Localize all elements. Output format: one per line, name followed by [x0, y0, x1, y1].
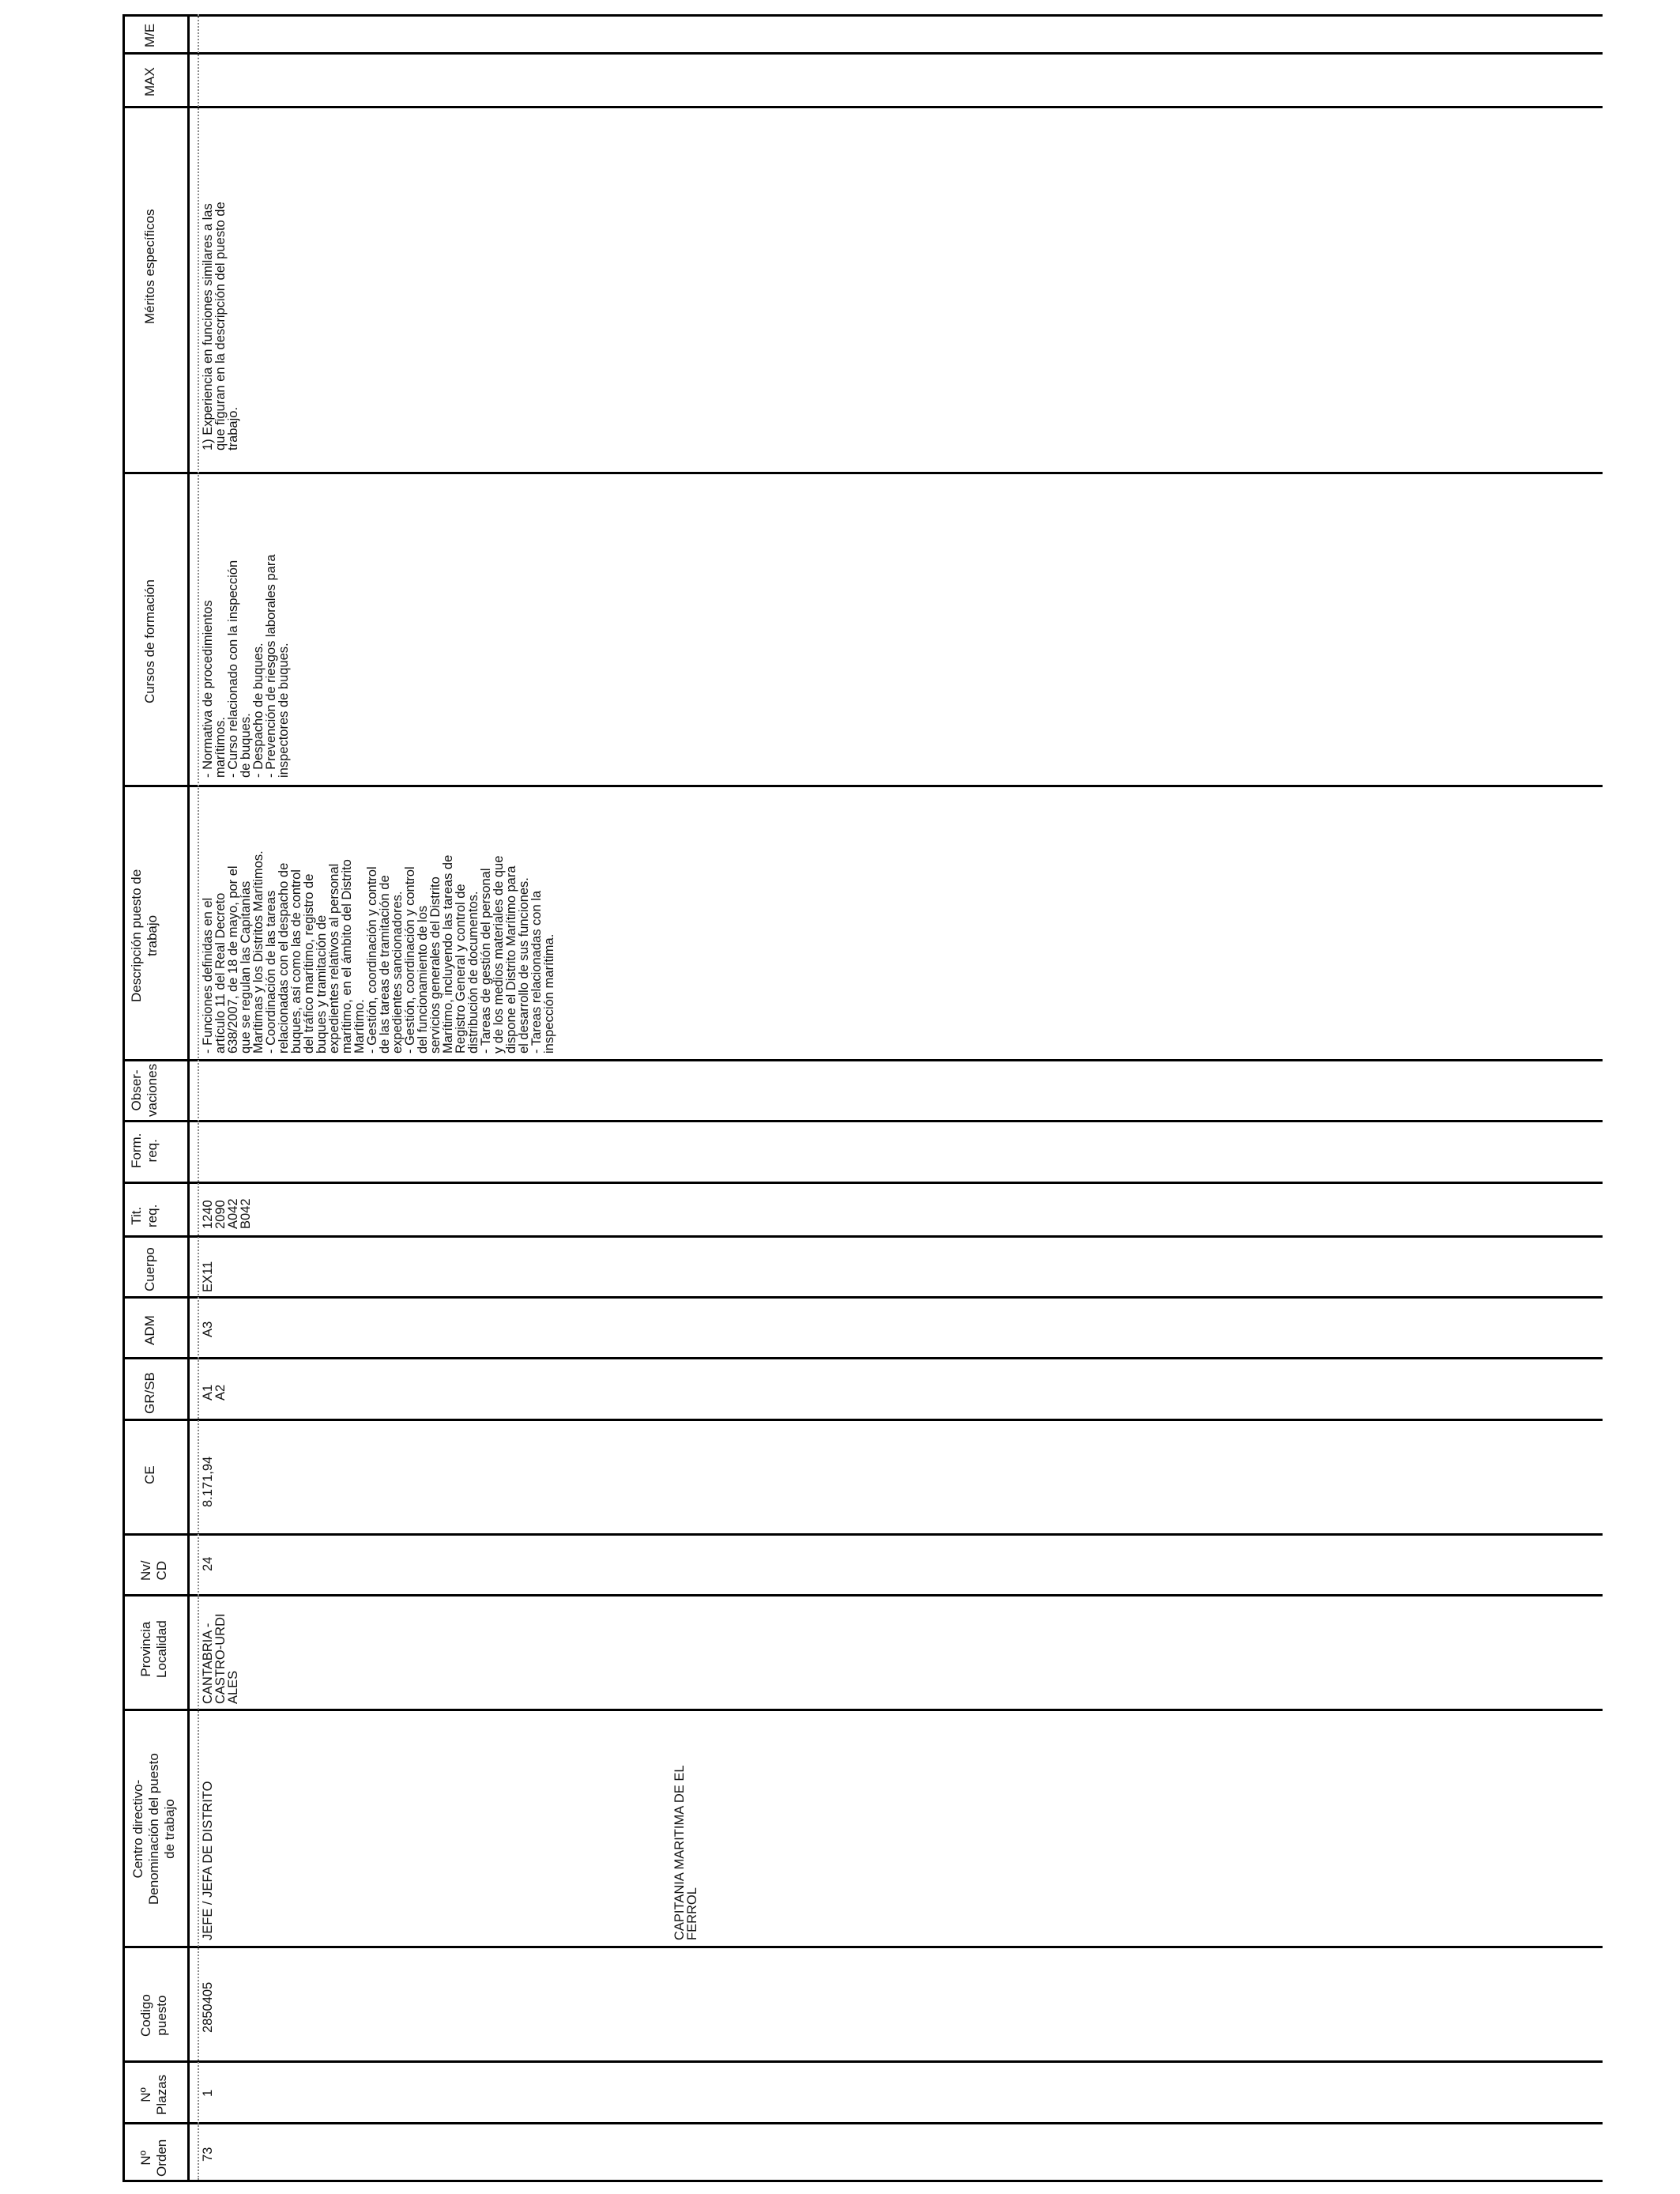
column-divider [122, 1296, 1603, 1299]
header-provincia: Provincia Localidad [138, 1620, 169, 1678]
header-grsb: GR/SB [142, 1372, 157, 1414]
column-divider [122, 1182, 1603, 1184]
cell-cuerpo: EX11 [201, 1261, 215, 1292]
header-titulacion: Tit. req. [129, 1204, 160, 1227]
cell-denominacion: JEFE / JEFA DE DISTRITO [201, 1781, 215, 1940]
cell-adm: A3 [201, 1321, 215, 1337]
header-me: M/E [142, 23, 157, 47]
column-divider [122, 785, 1603, 787]
cell-centro: CAPITANIA MARITIMA DE EL FERROL [672, 1765, 699, 1940]
column-divider [122, 1235, 1603, 1238]
header-ce: CE [142, 1465, 157, 1484]
header-max: MAX [142, 67, 157, 96]
header-centro: Centro directivo- Denominación del puesto de trabajo [130, 1753, 177, 1905]
column-divider [122, 1946, 1603, 1948]
row-dotted-line [198, 14, 199, 2180]
header-cuerpo: Cuerpo [142, 1247, 157, 1291]
header-nivel: Nv/ CD [138, 1560, 169, 1581]
table-border-top [122, 14, 1603, 17]
column-divider [122, 472, 1603, 474]
column-divider [122, 1419, 1603, 1421]
cell-grsb: A1 A2 [201, 1384, 228, 1400]
cell-meritos: 1) Experiencia en funciones similares a las que figuran en la descripción del puesto de trabajo. [201, 202, 240, 450]
header-codigo: Codigo puesto [138, 1994, 169, 2037]
table-border-left [122, 14, 125, 2180]
header-divider [187, 14, 190, 2180]
column-divider [122, 52, 1603, 55]
table-border-bottom [122, 2180, 1603, 2182]
header-meritos: Méritos específicos [142, 209, 157, 324]
column-divider [122, 2122, 1603, 2124]
header-cursos: Cursos de formación [142, 579, 157, 703]
cell-ce: 8.171,94 [201, 1456, 215, 1507]
cell-codigo: 2850405 [201, 1981, 215, 2033]
cell-provincia: CANTABRIA - CASTRO-URDI ALES [201, 1613, 240, 1704]
column-divider [122, 1594, 1603, 1596]
column-divider [122, 1059, 1603, 1061]
column-divider [122, 1533, 1603, 1536]
column-divider [122, 2060, 1603, 2063]
column-divider [122, 1709, 1603, 1711]
cell-nivel: 24 [201, 1556, 215, 1571]
cell-cursos: - Normativa de procedimientos marítimos. - Curso relacionado con la inspección de buques. - Despacho de buques. - Prevención de riesgos laborales para inspectores de buques. [201, 554, 291, 778]
cell-descripcion: - Funciones definidas en el artículo 11 del Real Decreto 638/2007, de 18 de mayo, por el que se regulan las Capitanías Marítimas y los Distritos Marítimos. - Coordinación de las tareas relacionadas con el despacho de buques, así como las de control del tráfico marítimo, registro de buques y tramitación de expedientes relativos al personal marítimo, en el ámbito del Distrito Marítimo. - Gestión, coordinación y control de las tareas de tramitación de expedientes sancionadores. - Gestión, coordinación y control del funcionamiento de los servicios generales del Distrito Marítimo, incluyendo las tareas de Registro General y control de distribución de documentos. - Tareas de gestión del personal y de los medios materiales de que dispone el Distrito Marítimo para el desarrollo de sus funciones. - Tareas relacionadas con la inspección marítima. [201, 850, 556, 1054]
header-descripcion: Descripción puesto de trabajo [129, 869, 160, 1002]
column-divider [122, 1357, 1603, 1359]
cell-plazas: 1 [201, 2089, 215, 2097]
header-plazas: Nº Plazas [138, 2074, 169, 2115]
header-formacion: Form. req. [129, 1133, 160, 1168]
column-divider [122, 106, 1603, 108]
cell-titulacion: 1240 2090 A042 B042 [201, 1198, 253, 1229]
header-observaciones: Obser- vaciones [129, 1063, 160, 1117]
column-divider [122, 1120, 1603, 1122]
header-orden: Nº Orden [138, 2139, 169, 2177]
cell-orden: 73 [201, 2147, 215, 2162]
header-adm: ADM [142, 1315, 157, 1345]
